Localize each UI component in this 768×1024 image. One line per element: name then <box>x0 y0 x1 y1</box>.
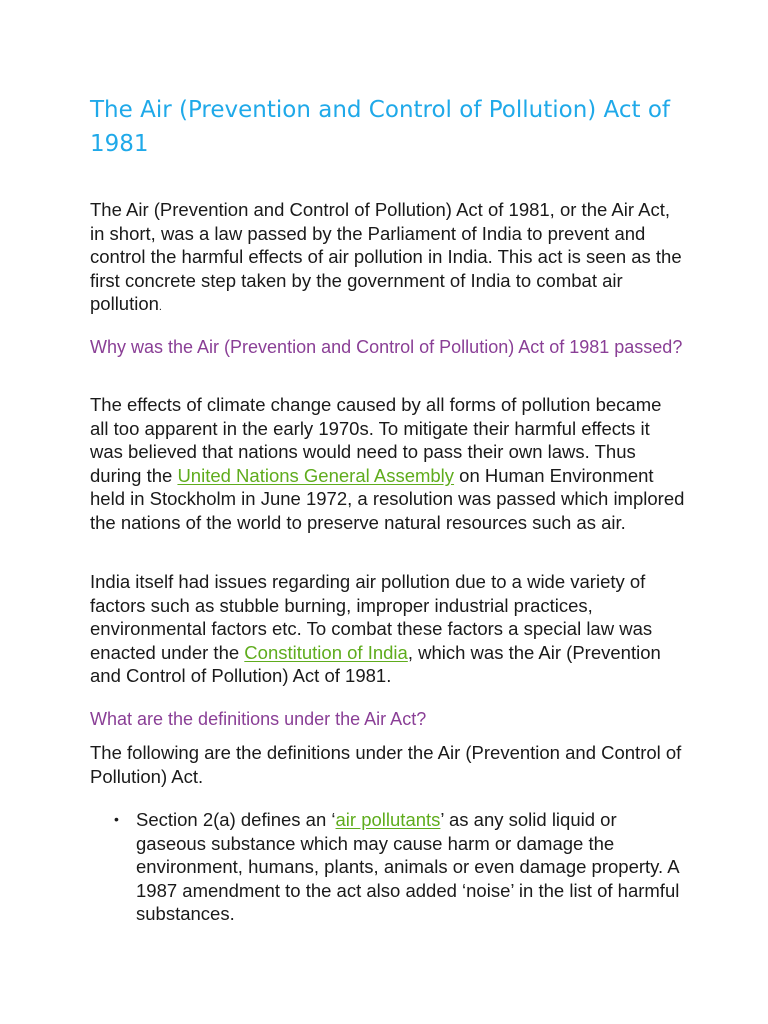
effects-paragraph <box>90 393 685 535</box>
heading-definitions: What are the definitions under the Air Act? <box>90 709 427 729</box>
bullet-text-after: ’ as any solid liquid or gaseous substance which may cause harm or damage the environment, humans, plants, animals or even damage property. A 1987 amendment to the act also added ‘noise’ in the list of harmful substances. <box>136 809 680 925</box>
intro-text: The Air (Prevention and Control of Pollution) Act of 1981, or the Air Act, in short, was a law passed by the Parliament of India to prevent and control the harmful effects of air pollution in India. This act is seen as the first concrete step taken by the government of India to combat air pollution <box>90 199 682 315</box>
heading-why-passed: Why was the Air (Prevention and Control of Pollution) Act of 1981 passed? <box>90 337 683 357</box>
india-paragraph <box>90 570 685 688</box>
definitions-intro-paragraph: The following are the definitions under the Air (Prevention and Control of Pollution) Act. <box>90 742 682 787</box>
effects-text-after: on Human Environment held in Stockholm in June 1972, a resolution was passed which implored the nations of the world to preserve natural resources such as air. <box>90 464 685 533</box>
definitions-list <box>90 808 690 926</box>
bullet-icon: • <box>114 811 119 827</box>
india-text-before: India itself had issues regarding air pollution due to a wide variety of factors such as stubble burning, improper industrial practices, environmental factors etc. To combat these factors a special law was enacted under the <box>90 571 653 663</box>
intro-paragraph <box>90 198 685 320</box>
effects-text-before: The effects of climate change caused by all forms of pollution became all too apparent in the early 1970s. To mitigate their harmful effects it was believed that nations would need to pass their own laws. Thus during the <box>90 394 662 486</box>
list-item <box>90 808 690 926</box>
intro-end: . <box>158 301 162 314</box>
page-title: The Air (Prevention and Control of Pollution) Act of 1981 <box>90 97 671 157</box>
air-pollutants-link[interactable]: air pollutants <box>335 809 441 830</box>
united-nations-general-assembly-link[interactable]: United Nations General Assembly <box>177 464 455 486</box>
constitution-of-india-link[interactable]: Constitution of India <box>244 641 408 663</box>
bullet-text-before: Section 2(a) defines an ‘ <box>136 809 336 830</box>
india-text-after: , which was the Air (Prevention and Control of Pollution) Act of 1981. <box>90 641 661 687</box>
